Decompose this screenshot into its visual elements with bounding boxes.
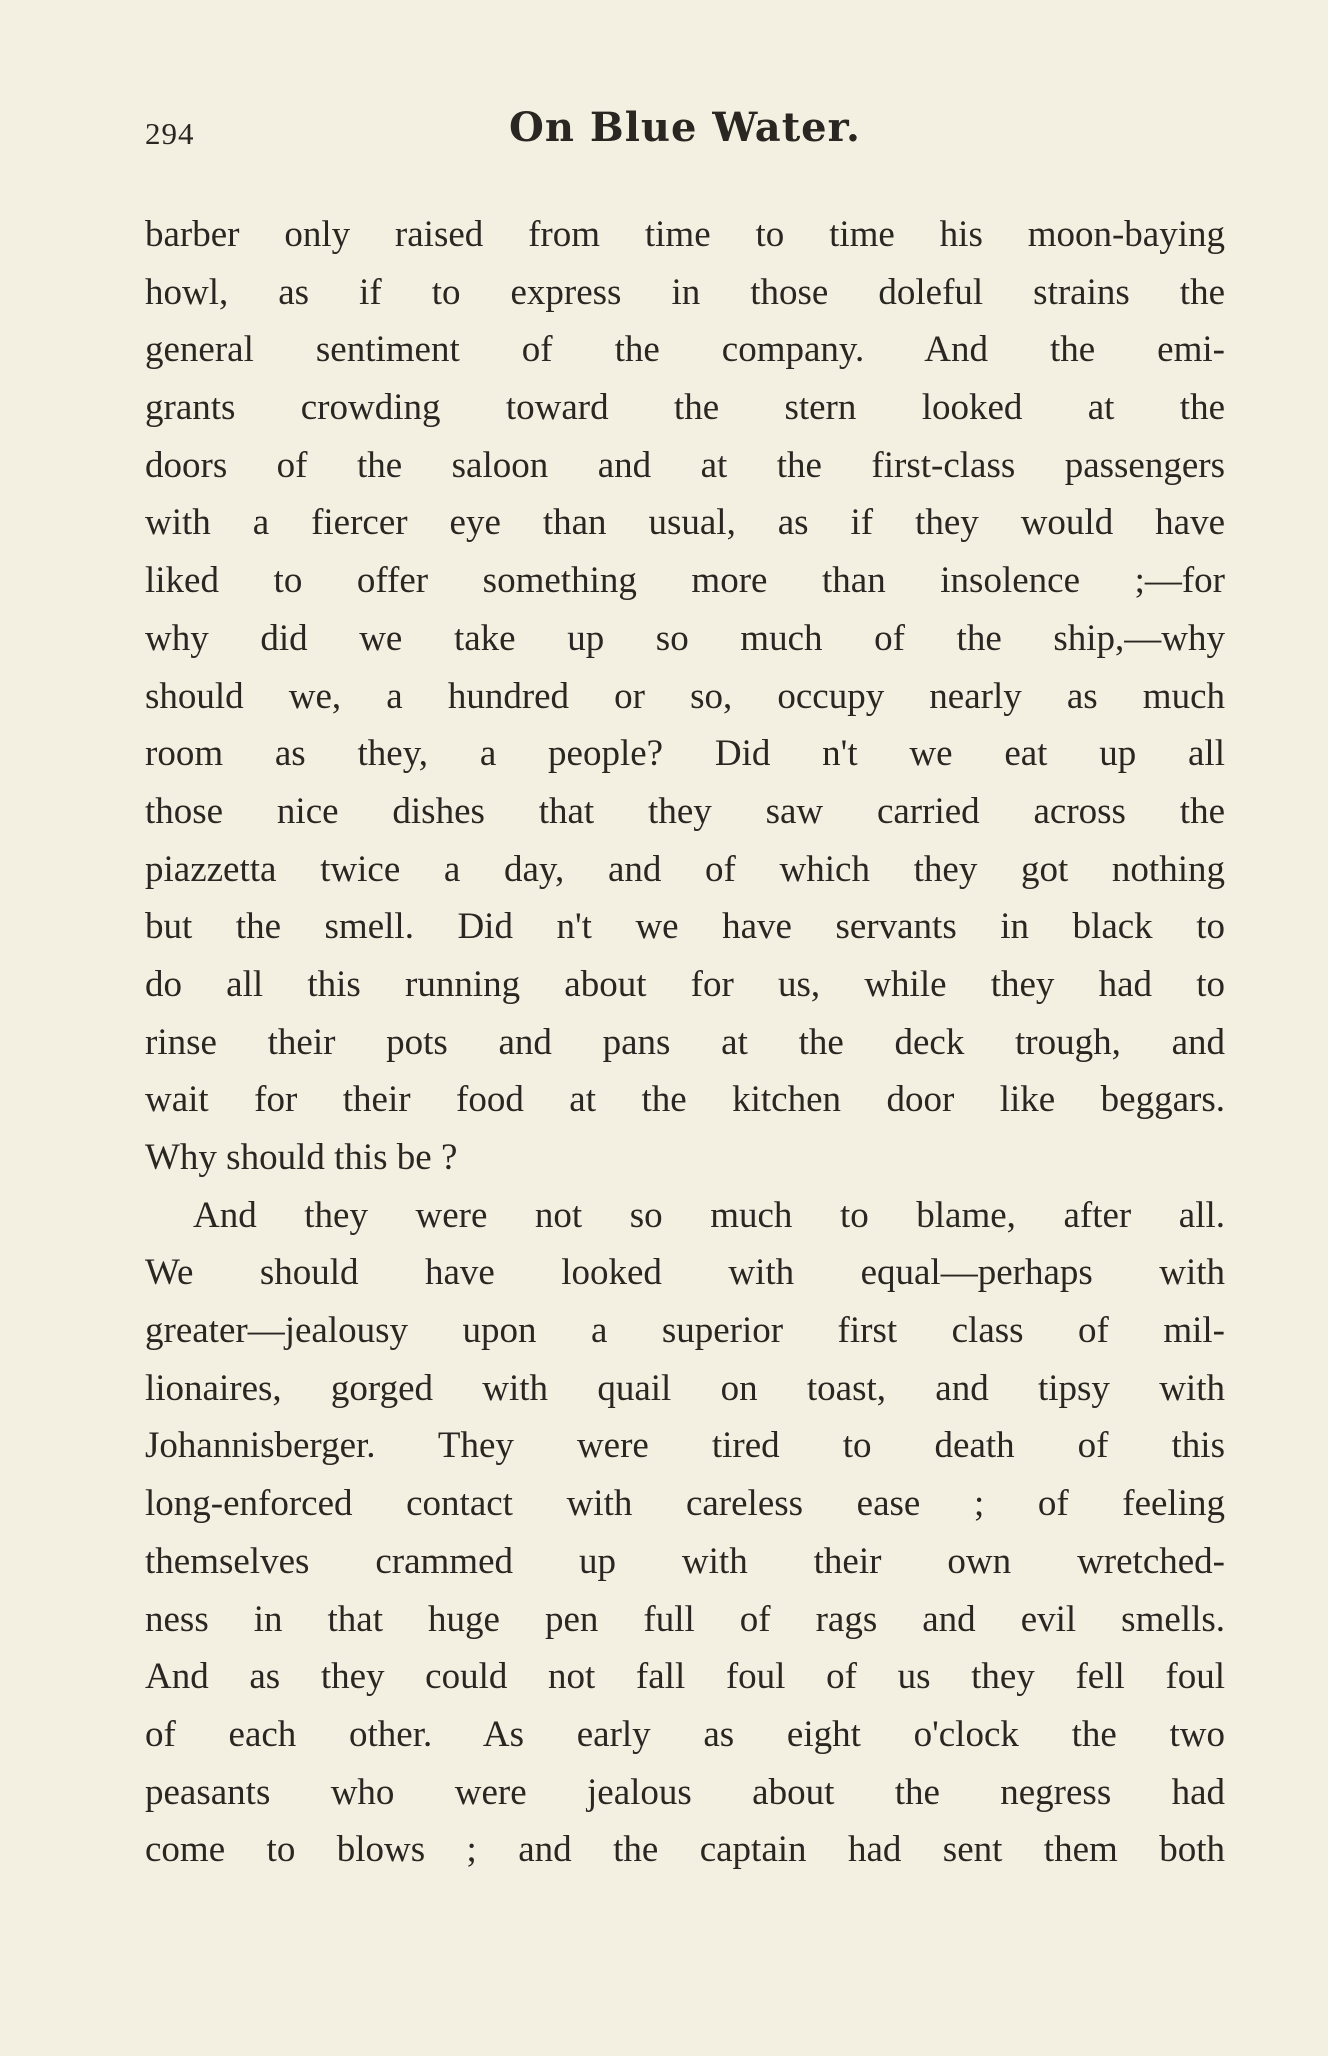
text-line: long-enforced contact with careless ease ; of feeling	[145, 1483, 1225, 1525]
text-line: howl, as if to express in those doleful strains the	[145, 271, 1225, 313]
text-line: do all this running about for us, while they had to	[145, 963, 1225, 1005]
text-line: And as they could not fall foul of us they fell foul	[145, 1656, 1225, 1698]
text-line: should we, a hundred or so, occupy nearly as much	[145, 675, 1225, 717]
text-line: rinse their pots and pans at the deck trough, and	[145, 1021, 1225, 1063]
paragraph-start-line: And they were not so much to blame, after all.	[193, 1194, 1225, 1236]
text-line: with a fiercer eye than usual, as if they would have	[145, 502, 1225, 544]
text-line: grants crowding toward the stern looked at the	[145, 387, 1225, 429]
text-line: piazzetta twice a day, and of which they got nothing	[145, 848, 1225, 890]
text-line: wait for their food at the kitchen door like beggars.	[145, 1079, 1225, 1121]
text-line: those nice dishes that they saw carried across the	[145, 790, 1225, 832]
running-head	[145, 104, 1225, 164]
text-line: ness in that huge pen full of rags and evil smells.	[145, 1598, 1225, 1640]
text-line: peasants who were jealous about the negress had	[145, 1771, 1225, 1813]
text-line: but the smell. Did n't we have servants in black to	[145, 906, 1225, 948]
text-line: doors of the saloon and at the first-class passengers	[145, 444, 1225, 486]
text-line: general sentiment of the company. And the emi-	[145, 329, 1225, 371]
text-line: of each other. As early as eight o'clock the two	[145, 1713, 1225, 1755]
text-line: barber only raised from time to time his moon-baying	[145, 214, 1225, 255]
running-title: On Blue Water.	[509, 104, 861, 151]
text-line: Johannisberger. They were tired to death of this	[145, 1425, 1225, 1467]
text-line: themselves crammed up with their own wretched-	[145, 1540, 1225, 1582]
text-line: room as they, a people? Did n't we eat up all	[145, 733, 1225, 775]
text-line: greater—jealousy upon a superior first class of mil-	[145, 1310, 1225, 1352]
text-line: liked to offer something more than insolence ;—for	[145, 560, 1225, 602]
text-line: why did we take up so much of the ship,—why	[145, 617, 1225, 659]
text-line: lionaires, gorged with quail on toast, and tipsy with	[145, 1367, 1225, 1409]
text-line: We should have looked with equal—perhaps with	[145, 1252, 1225, 1294]
text-line: come to blows ; and the captain had sent them both	[145, 1829, 1225, 1871]
body-text	[145, 206, 1225, 1879]
page-number: 294	[145, 116, 195, 151]
paragraph-end-line: Why should this be ?	[145, 1137, 458, 1178]
